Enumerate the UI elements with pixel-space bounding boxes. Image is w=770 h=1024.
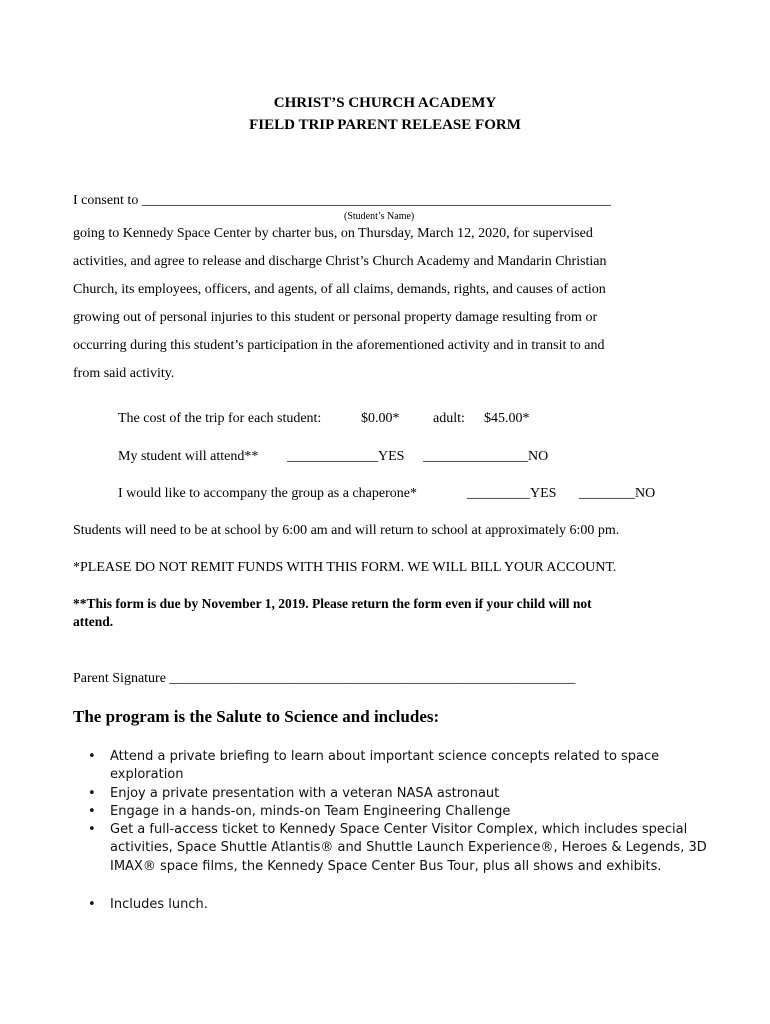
form-title-line-1: CHRIST’S CHURCH ACADEMY (273, 95, 497, 111)
bullet-icon: • (88, 897, 96, 913)
signature-label: Parent Signature (73, 671, 170, 686)
bullet-icon: • (88, 822, 96, 838)
adult-label: adult: (433, 411, 465, 426)
consent-text-line-2: activities, and agree to release and discharge Christ’s Church Academy and Mandarin Christian (73, 254, 607, 269)
chaperone-no-option[interactable]: ________NO (579, 486, 656, 501)
list-item (88, 803, 708, 821)
due-note-line-2: attend. (73, 614, 114, 629)
attend-label: My student will attend** (118, 449, 259, 464)
attend-yes-option[interactable]: _____________YES (287, 449, 405, 464)
attend-no-option[interactable]: _______________NO (423, 449, 549, 464)
consent-text-line-3: Church, its employees, officers, and agents, of all claims, demands, rights, and causes of action (73, 282, 606, 297)
parent-signature-blank[interactable]: __________________________________________________________ (169, 671, 576, 686)
adult-price: $45.00* (484, 411, 530, 426)
chaperone-yes-option[interactable]: _________YES (467, 486, 557, 501)
schedule-note: Students will need to be at school by 6:00 am and will return to school at approximately 6:00 pm. (73, 523, 620, 538)
due-note-line-1: **This form is due by November 1, 2019. Please return the form even if your child will not (73, 596, 592, 611)
consent-text-line-1: going to Kennedy Space Center by charter bus, on Thursday, March 12, 2020, for supervised (73, 226, 593, 241)
list-item (88, 821, 708, 876)
bullet-icon: • (88, 803, 96, 819)
form-title-line-2: FIELD TRIP PARENT RELEASE FORM (249, 117, 521, 133)
program-bullet-list (88, 748, 708, 914)
bullet-text-line: Enjoy a private presentation with a veteran NASA astronaut (110, 785, 500, 801)
student-name-caption: (Student’s Name) (344, 211, 415, 222)
list-item (88, 785, 708, 803)
cost-label: The cost of the trip for each student: (118, 411, 322, 426)
program-heading: The program is the Salute to Science and includes: (73, 707, 440, 726)
bullet-text-line: IMAX® space films, the Kennedy Space Center Bus Tour, plus all shows and exhibits. (110, 858, 662, 874)
bullet-text-line: Engage in a hands-on, minds-on Team Engineering Challenge (110, 803, 511, 819)
list-item (88, 896, 708, 914)
bullet-text-line: Includes lunch. (110, 897, 208, 913)
student-name-blank[interactable]: ___________________________________________________________________ (141, 193, 611, 208)
consent-line (73, 193, 611, 209)
consent-text-line-4: growing out of personal injuries to this student or personal property damage resulting from or (73, 310, 598, 325)
bullet-icon: • (88, 749, 96, 764)
chaperone-label: I would like to accompany the group as a chaperone* (118, 486, 417, 501)
signature-line (73, 671, 575, 687)
consent-prefix: I consent to (73, 193, 142, 208)
consent-text-line-6: from said activity. (73, 366, 175, 381)
list-item (88, 748, 708, 785)
bullet-text-line: exploration (110, 767, 184, 783)
funds-note: *PLEASE DO NOT REMIT FUNDS WITH THIS FORM. WE WILL BILL YOUR ACCOUNT. (73, 560, 617, 575)
consent-text-line-5: occurring during this student’s participation in the aforementioned activity and in transit to and (73, 338, 605, 353)
student-price: $0.00* (361, 411, 400, 426)
bullet-text-line: activities, Space Shuttle Atlantis® and Shuttle Launch Experience®, Heroes & Legends, 3D (110, 840, 707, 856)
bullet-text-line: Get a full-access ticket to Kennedy Space Center Visitor Complex, which includes special (110, 822, 688, 838)
bullet-text-line: Attend a private briefing to learn about important science concepts related to space (110, 749, 660, 764)
bullet-icon: • (88, 785, 96, 801)
